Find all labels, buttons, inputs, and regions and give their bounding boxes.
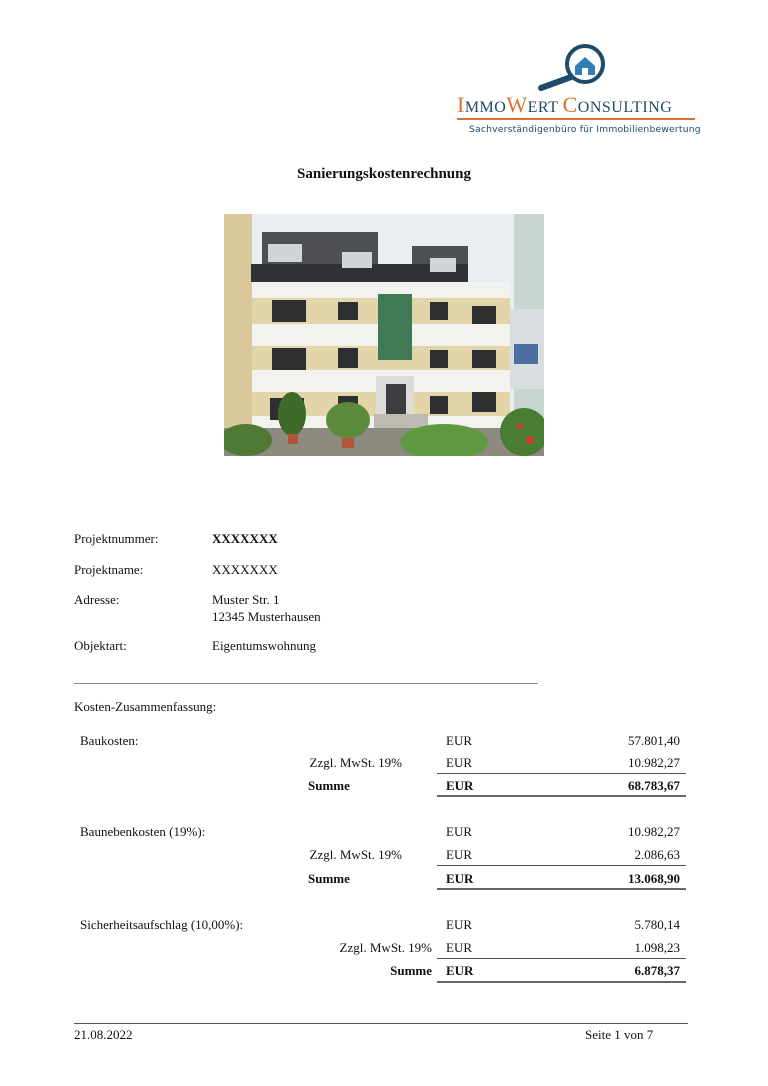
currency: EUR [446, 824, 472, 839]
sum-amount: 6.878,37 [634, 963, 680, 978]
currency: EUR [446, 940, 472, 955]
document-title: Sanierungskostenrechnung [297, 166, 471, 182]
sum-line [437, 981, 686, 983]
net-amount: 57.801,40 [628, 733, 680, 748]
row-line [437, 958, 686, 959]
row-line [437, 865, 686, 866]
vat-amount: 1.098,23 [634, 940, 680, 955]
company-logo [455, 42, 705, 142]
sum-label: Summe [308, 778, 350, 793]
sum-amount: 13.068,90 [628, 871, 680, 886]
address-label: Adresse: [74, 592, 120, 607]
logo-tagline: Sachverständigenbüro für Immobilienbewertung [469, 124, 701, 135]
vat-amount: 2.086,63 [634, 847, 680, 862]
currency: EUR [446, 755, 472, 770]
address-line1: Muster Str. 1 [212, 592, 280, 607]
cost-label-sicherheitsaufschlag: Sicherheitsaufschlag (10,00%): [80, 917, 244, 932]
currency: EUR [446, 963, 474, 978]
footer-page-number: Seite 1 von 7 [585, 1027, 654, 1042]
net-amount: 5.780,14 [634, 917, 680, 932]
cost-label-baunebenkosten: Baunebenkosten (19%): [80, 824, 206, 839]
building-photo [224, 214, 544, 456]
currency: EUR [446, 871, 474, 886]
vat-label: Zzgl. MwSt. 19% [309, 755, 402, 770]
currency: EUR [446, 733, 472, 748]
sum-line [437, 795, 686, 797]
sum-amount: 68.783,67 [628, 778, 680, 793]
project-name-label: Projektname: [74, 562, 144, 577]
address-line2: 12345 Musterhausen [212, 609, 321, 624]
currency: EUR [446, 847, 472, 862]
house-magnifier-icon [535, 42, 607, 92]
row-line [437, 773, 686, 774]
vat-label: Zzgl. MwSt. 19% [309, 847, 402, 862]
summary-heading: Kosten-Zusammenfassung: [74, 699, 217, 714]
footer-date: 21.08.2022 [74, 1027, 133, 1042]
vat-amount: 10.982,27 [628, 755, 680, 770]
object-type-label: Objektart: [74, 638, 127, 653]
project-number-label: Projektnummer: [74, 531, 159, 546]
project-name-value: XXXXXXX [212, 562, 278, 577]
vat-label: Zzgl. MwSt. 19% [339, 940, 432, 955]
net-amount: 10.982,27 [628, 824, 680, 839]
sum-label: Summe [390, 963, 432, 978]
currency: EUR [446, 778, 474, 793]
cost-label-baukosten: Baukosten: [80, 733, 139, 748]
sum-line [437, 888, 686, 890]
object-type-value: Eigentumswohnung [212, 638, 316, 653]
sum-label: Summe [308, 871, 350, 886]
footer-divider [74, 1023, 688, 1024]
currency: EUR [446, 917, 472, 932]
divider [74, 683, 538, 684]
logo-rule [457, 118, 695, 120]
project-number-value: XXXXXXX [212, 531, 278, 546]
logo-wordmark: IMMOWERT CONSULTING [457, 92, 673, 117]
